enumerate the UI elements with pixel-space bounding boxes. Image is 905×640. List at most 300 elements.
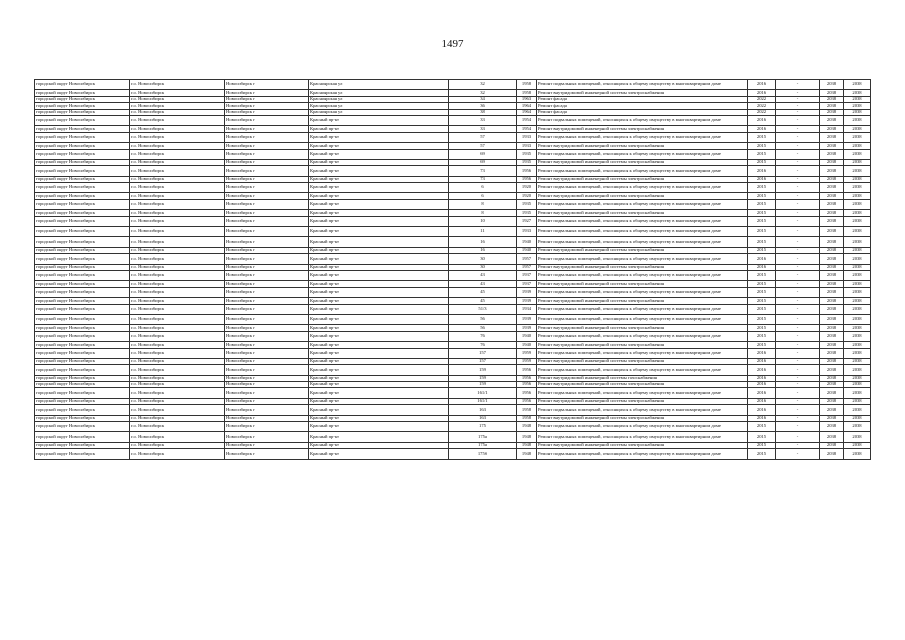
house-number-cell: 34 [449, 96, 517, 102]
dash-cell: - [776, 415, 820, 421]
house-number-cell: 32 [449, 80, 517, 90]
city-cell: Новосибирск г [225, 96, 309, 102]
work-type-cell: Ремонт подвальных помещений, относящихся к общему имуществу в многоквартирном доме [537, 199, 748, 209]
municipality-cell: г.о. Новосибирск [130, 264, 225, 270]
build-year-cell: 1948 [517, 442, 537, 448]
street-cell: Красный пр-кт [309, 388, 449, 398]
planned-year-cell: 2015 [748, 442, 776, 448]
end-year-2-cell: 2038 [844, 159, 871, 165]
build-year-cell: 1948 [517, 449, 537, 459]
end-year-2-cell: 2038 [844, 382, 871, 388]
dash-cell: - [776, 193, 820, 199]
build-year-cell: 1940 [517, 331, 537, 341]
okrug-cell: городской округ Новосибирск [35, 103, 130, 109]
planned-year-cell: 2022 [748, 109, 776, 115]
city-cell: Новосибирск г [225, 325, 309, 331]
okrug-cell: городской округ Новосибирск [35, 247, 130, 253]
city-cell: Новосибирск г [225, 398, 309, 404]
end-year-cell: 2038 [820, 176, 844, 182]
build-year-cell: 1948 [517, 422, 537, 432]
house-number-cell: 163 [449, 415, 517, 421]
okrug-cell: городской округ Новосибирск [35, 398, 130, 404]
okrug-cell: городской округ Новосибирск [35, 199, 130, 209]
end-year-cell: 2038 [820, 382, 844, 388]
work-type-cell: Ремонт фасада [537, 109, 748, 115]
planned-year-cell: 2016 [748, 176, 776, 182]
end-year-2-cell: 2038 [844, 415, 871, 421]
okrug-cell: городской округ Новосибирск [35, 132, 130, 142]
end-year-2-cell: 2038 [844, 115, 871, 125]
street-cell: Красный пр-кт [309, 126, 449, 132]
table-row [35, 254, 871, 264]
municipality-cell: г.о. Новосибирск [130, 304, 225, 314]
work-type-cell: Ремонт внутридомовой инженерной системы электроснабжения [537, 442, 748, 448]
end-year-cell: 2038 [820, 199, 844, 209]
end-year-cell: 2038 [820, 304, 844, 314]
dash-cell: - [776, 143, 820, 149]
street-cell: Красный пр-кт [309, 115, 449, 125]
end-year-2-cell: 2038 [844, 96, 871, 102]
end-year-2-cell: 2038 [844, 422, 871, 432]
street-cell: Красный пр-кт [309, 358, 449, 364]
planned-year-cell: 2015 [748, 237, 776, 247]
end-year-cell: 2038 [820, 449, 844, 459]
municipality-cell: г.о. Новосибирск [130, 432, 225, 442]
end-year-cell: 2038 [820, 227, 844, 237]
end-year-2-cell: 2038 [844, 103, 871, 109]
end-year-cell: 2038 [820, 331, 844, 341]
end-year-cell: 2038 [820, 342, 844, 348]
dash-cell: - [776, 405, 820, 415]
planned-year-cell: 2016 [748, 115, 776, 125]
okrug-cell: городской округ Новосибирск [35, 96, 130, 102]
work-type-cell: Ремонт внутридомовой инженерной системы электроснабжения [537, 159, 748, 165]
house-number-cell: 10 [449, 216, 517, 226]
okrug-cell: городской округ Новосибирск [35, 365, 130, 375]
dash-cell: - [776, 358, 820, 364]
dash-cell: - [776, 90, 820, 96]
end-year-cell: 2038 [820, 115, 844, 125]
end-year-cell: 2038 [820, 398, 844, 404]
planned-year-cell: 2015 [748, 193, 776, 199]
city-cell: Новосибирск г [225, 126, 309, 132]
dash-cell: - [776, 159, 820, 165]
municipality-cell: г.о. Новосибирск [130, 281, 225, 287]
build-year-cell: 1958 [517, 90, 537, 96]
dash-cell: - [776, 375, 820, 381]
work-type-cell: Ремонт подвальных помещений, относящихся к общему имуществу в многоквартирном доме [537, 227, 748, 237]
dash-cell: - [776, 109, 820, 115]
dash-cell: - [776, 281, 820, 287]
okrug-cell: городской округ Новосибирск [35, 442, 130, 448]
street-cell: Красный пр-кт [309, 247, 449, 253]
city-cell: Новосибирск г [225, 331, 309, 341]
okrug-cell: городской округ Новосибирск [35, 109, 130, 115]
municipality-cell: г.о. Новосибирск [130, 176, 225, 182]
planned-year-cell: 2016 [748, 254, 776, 264]
end-year-2-cell: 2038 [844, 126, 871, 132]
work-type-cell: Ремонт подвальных помещений, относящихся к общему имуществу в многоквартирном доме [537, 365, 748, 375]
municipality-cell: г.о. Новосибирск [130, 159, 225, 165]
house-number-cell: 159 [449, 375, 517, 381]
table-row [35, 314, 871, 324]
planned-year-cell: 2015 [748, 210, 776, 216]
city-cell: Новосибирск г [225, 270, 309, 280]
build-year-cell: 1956 [517, 176, 537, 182]
okrug-cell: городской округ Новосибирск [35, 159, 130, 165]
city-cell: Новосибирск г [225, 159, 309, 165]
planned-year-cell: 2016 [748, 375, 776, 381]
work-type-cell: Ремонт внутридомовой инженерной системы электроснабжения [537, 398, 748, 404]
house-number-cell: 6 [449, 193, 517, 199]
build-year-cell: 1959 [517, 348, 537, 358]
work-type-cell: Ремонт фасада [537, 103, 748, 109]
city-cell: Новосибирск г [225, 422, 309, 432]
end-year-cell: 2038 [820, 254, 844, 264]
okrug-cell: городской округ Новосибирск [35, 388, 130, 398]
house-number-cell: 6 [449, 183, 517, 193]
dash-cell: - [776, 298, 820, 304]
dash-cell: - [776, 449, 820, 459]
municipality-cell: г.о. Новосибирск [130, 442, 225, 448]
okrug-cell: городской округ Новосибирск [35, 298, 130, 304]
build-year-cell: 1954 [517, 126, 537, 132]
end-year-cell: 2038 [820, 298, 844, 304]
dash-cell: - [776, 115, 820, 125]
house-number-cell: 76 [449, 342, 517, 348]
municipality-cell: г.о. Новосибирск [130, 227, 225, 237]
planned-year-cell: 2016 [748, 415, 776, 421]
municipality-cell: г.о. Новосибирск [130, 143, 225, 149]
table-row [35, 80, 871, 90]
house-number-cell: 175б [449, 449, 517, 459]
end-year-cell: 2038 [820, 103, 844, 109]
end-year-2-cell: 2038 [844, 210, 871, 216]
city-cell: Новосибирск г [225, 298, 309, 304]
dash-cell: - [776, 183, 820, 193]
city-cell: Новосибирск г [225, 358, 309, 364]
municipality-cell: г.о. Новосибирск [130, 103, 225, 109]
municipality-cell: г.о. Новосибирск [130, 348, 225, 358]
dash-cell: - [776, 325, 820, 331]
okrug-cell: городской округ Новосибирск [35, 331, 130, 341]
municipality-cell: г.о. Новосибирск [130, 90, 225, 96]
city-cell: Новосибирск г [225, 80, 309, 90]
build-year-cell: 1934 [517, 304, 537, 314]
dash-cell: - [776, 126, 820, 132]
city-cell: Новосибирск г [225, 210, 309, 216]
street-cell: Красный пр-кт [309, 375, 449, 381]
build-year-cell: 1958 [517, 80, 537, 90]
table-row [35, 405, 871, 415]
end-year-cell: 2038 [820, 432, 844, 442]
end-year-cell: 2038 [820, 270, 844, 280]
table-row [35, 422, 871, 432]
end-year-cell: 2038 [820, 264, 844, 270]
end-year-2-cell: 2038 [844, 342, 871, 348]
municipality-cell: г.о. Новосибирск [130, 298, 225, 304]
table-row [35, 365, 871, 375]
end-year-cell: 2038 [820, 388, 844, 398]
end-year-cell: 2038 [820, 183, 844, 193]
build-year-cell: 1920 [517, 183, 537, 193]
house-number-cell: 57 [449, 143, 517, 149]
municipality-cell: г.о. Новосибирск [130, 247, 225, 253]
end-year-2-cell: 2038 [844, 388, 871, 398]
build-year-cell: 1956 [517, 398, 537, 404]
municipality-cell: г.о. Новосибирск [130, 314, 225, 324]
work-type-cell: Ремонт подвальных помещений, относящихся к общему имуществу в многоквартирном доме [537, 237, 748, 247]
dash-cell: - [776, 132, 820, 142]
build-year-cell: 1959 [517, 358, 537, 364]
build-year-cell: 1935 [517, 159, 537, 165]
build-year-cell: 1958 [517, 415, 537, 421]
planned-year-cell: 2016 [748, 365, 776, 375]
work-type-cell: Ремонт подвальных помещений, относящихся к общему имуществу в многоквартирном доме [537, 432, 748, 442]
dash-cell: - [776, 270, 820, 280]
municipality-cell: г.о. Новосибирск [130, 405, 225, 415]
okrug-cell: городской округ Новосибирск [35, 422, 130, 432]
dash-cell: - [776, 80, 820, 90]
house-number-cell: 161/1 [449, 398, 517, 404]
municipality-cell: г.о. Новосибирск [130, 183, 225, 193]
work-type-cell: Ремонт подвальных помещений, относящихся к общему имуществу в многоквартирном доме [537, 314, 748, 324]
city-cell: Новосибирск г [225, 166, 309, 176]
planned-year-cell: 2015 [748, 216, 776, 226]
end-year-2-cell: 2038 [844, 193, 871, 199]
house-number-cell: 38 [449, 109, 517, 115]
street-cell: Красный пр-кт [309, 199, 449, 209]
municipality-cell: г.о. Новосибирск [130, 237, 225, 247]
end-year-cell: 2038 [820, 358, 844, 364]
house-number-cell: 175а [449, 442, 517, 448]
build-year-cell: 1935 [517, 199, 537, 209]
end-year-2-cell: 2038 [844, 432, 871, 442]
table-row [35, 199, 871, 209]
city-cell: Новосибирск г [225, 115, 309, 125]
work-type-cell: Ремонт подвальных помещений, относящихся к общему имуществу в многоквартирном доме [537, 132, 748, 142]
dash-cell: - [776, 216, 820, 226]
planned-year-cell: 2016 [748, 388, 776, 398]
street-cell: Красный пр-кт [309, 325, 449, 331]
street-cell: Красный пр-кт [309, 442, 449, 448]
municipality-cell: г.о. Новосибирск [130, 132, 225, 142]
okrug-cell: городской округ Новосибирск [35, 281, 130, 287]
street-cell: Красный пр-кт [309, 298, 449, 304]
okrug-cell: городской округ Новосибирск [35, 325, 130, 331]
planned-year-cell: 2016 [748, 90, 776, 96]
municipality-cell: г.о. Новосибирск [130, 149, 225, 159]
municipality-cell: г.о. Новосибирск [130, 193, 225, 199]
city-cell: Новосибирск г [225, 375, 309, 381]
dash-cell: - [776, 442, 820, 448]
city-cell: Новосибирск г [225, 143, 309, 149]
work-type-cell: Ремонт внутридомовой инженерной системы электроснабжения [537, 143, 748, 149]
end-year-2-cell: 2038 [844, 132, 871, 142]
planned-year-cell: 2015 [748, 287, 776, 297]
city-cell: Новосибирск г [225, 449, 309, 459]
okrug-cell: городской округ Новосибирск [35, 375, 130, 381]
work-type-cell: Ремонт внутридомовой инженерной системы электроснабжения [537, 193, 748, 199]
planned-year-cell: 2015 [748, 132, 776, 142]
city-cell: Новосибирск г [225, 149, 309, 159]
work-type-cell: Ремонт внутридомовой инженерной системы электроснабжения [537, 281, 748, 287]
house-number-cell: 45 [449, 298, 517, 304]
municipality-cell: г.о. Новосибирск [130, 96, 225, 102]
work-type-cell: Ремонт подвальных помещений, относящихся к общему имуществу в многоквартирном доме [537, 388, 748, 398]
municipality-cell: г.о. Новосибирск [130, 287, 225, 297]
work-type-cell: Ремонт внутридомовой инженерной системы электроснабжения [537, 126, 748, 132]
build-year-cell: 1939 [517, 287, 537, 297]
city-cell: Новосибирск г [225, 405, 309, 415]
house-number-cell: 11 [449, 227, 517, 237]
city-cell: Новосибирск г [225, 415, 309, 421]
planned-year-cell: 2016 [748, 348, 776, 358]
end-year-cell: 2038 [820, 422, 844, 432]
street-cell: Красный пр-кт [309, 432, 449, 442]
dash-cell: - [776, 314, 820, 324]
okrug-cell: городской округ Новосибирск [35, 216, 130, 226]
work-type-cell: Ремонт внутридомовой инженерной системы электроснабжения [537, 358, 748, 364]
okrug-cell: городской округ Новосибирск [35, 126, 130, 132]
planned-year-cell: 2015 [748, 432, 776, 442]
table-row [35, 237, 871, 247]
municipality-cell: г.о. Новосибирск [130, 449, 225, 459]
table-row [35, 115, 871, 125]
planned-year-cell: 2022 [748, 96, 776, 102]
end-year-2-cell: 2038 [844, 80, 871, 90]
okrug-cell: городской округ Новосибирск [35, 314, 130, 324]
planned-year-cell: 2016 [748, 264, 776, 270]
end-year-cell: 2038 [820, 159, 844, 165]
okrug-cell: городской округ Новосибирск [35, 149, 130, 159]
municipality-cell: г.о. Новосибирск [130, 254, 225, 264]
house-number-cell: 175а [449, 432, 517, 442]
city-cell: Новосибирск г [225, 442, 309, 448]
street-cell: Красный пр-кт [309, 415, 449, 421]
municipality-cell: г.о. Новосибирск [130, 342, 225, 348]
end-year-cell: 2038 [820, 149, 844, 159]
table-row [35, 149, 871, 159]
city-cell: Новосибирск г [225, 365, 309, 375]
end-year-cell: 2038 [820, 96, 844, 102]
city-cell: Новосибирск г [225, 342, 309, 348]
municipality-cell: г.о. Новосибирск [130, 109, 225, 115]
work-type-cell: Ремонт подвальных помещений, относящихся к общему имуществу в многоквартирном доме [537, 449, 748, 459]
city-cell: Новосибирск г [225, 432, 309, 442]
end-year-2-cell: 2038 [844, 348, 871, 358]
end-year-cell: 2038 [820, 314, 844, 324]
dash-cell: - [776, 176, 820, 182]
street-cell: Красный пр-кт [309, 210, 449, 216]
city-cell: Новосибирск г [225, 227, 309, 237]
end-year-2-cell: 2038 [844, 216, 871, 226]
table-row [35, 166, 871, 176]
house-number-cell: 69 [449, 149, 517, 159]
street-cell: Красный пр-кт [309, 264, 449, 270]
street-cell: Красноярская ул [309, 96, 449, 102]
dash-cell: - [776, 365, 820, 375]
end-year-cell: 2038 [820, 166, 844, 176]
work-type-cell: Ремонт внутридомовой инженерной системы электроснабжения [537, 176, 748, 182]
table-row [35, 287, 871, 297]
municipality-cell: г.о. Новосибирск [130, 115, 225, 125]
house-number-cell: 159 [449, 382, 517, 388]
municipality-cell: г.о. Новосибирск [130, 382, 225, 388]
work-type-cell: Ремонт подвальных помещений, относящихся к общему имуществу в многоквартирном доме [537, 80, 748, 90]
house-number-cell: 43 [449, 270, 517, 280]
okrug-cell: городской округ Новосибирск [35, 432, 130, 442]
municipality-cell: г.о. Новосибирск [130, 80, 225, 90]
planned-year-cell: 2016 [748, 80, 776, 90]
dash-cell: - [776, 199, 820, 209]
planned-year-cell: 2016 [748, 358, 776, 364]
build-year-cell: 1956 [517, 166, 537, 176]
work-type-cell: Ремонт внутридомовой инженерной системы электроснабжения [537, 325, 748, 331]
street-cell: Красный пр-кт [309, 281, 449, 287]
dash-cell: - [776, 210, 820, 216]
street-cell: Красноярская ул [309, 109, 449, 115]
house-number-cell: 175 [449, 422, 517, 432]
planned-year-cell: 2015 [748, 325, 776, 331]
dash-cell: - [776, 166, 820, 176]
end-year-2-cell: 2038 [844, 358, 871, 364]
planned-year-cell: 2015 [748, 298, 776, 304]
house-number-cell: 57 [449, 132, 517, 142]
planned-year-cell: 2016 [748, 398, 776, 404]
street-cell: Красный пр-кт [309, 304, 449, 314]
dash-cell: - [776, 103, 820, 109]
house-number-cell: 45 [449, 287, 517, 297]
okrug-cell: городской округ Новосибирск [35, 176, 130, 182]
work-type-cell: Ремонт внутридомовой инженерной системы электроснабжения [537, 247, 748, 253]
end-year-2-cell: 2038 [844, 90, 871, 96]
work-type-cell: Ремонт подвальных помещений, относящихся к общему имуществу в многоквартирном доме [537, 166, 748, 176]
end-year-2-cell: 2038 [844, 405, 871, 415]
planned-year-cell: 2015 [748, 281, 776, 287]
municipality-cell: г.о. Новосибирск [130, 126, 225, 132]
dash-cell: - [776, 264, 820, 270]
work-type-cell: Ремонт внутридомовой инженерной системы электроснабжения [537, 415, 748, 421]
end-year-2-cell: 2038 [844, 314, 871, 324]
build-year-cell: 1927 [517, 216, 537, 226]
okrug-cell: городской округ Новосибирск [35, 237, 130, 247]
house-number-cell: 36 [449, 103, 517, 109]
end-year-2-cell: 2038 [844, 365, 871, 375]
municipality-cell: г.о. Новосибирск [130, 331, 225, 341]
street-cell: Красный пр-кт [309, 216, 449, 226]
street-cell: Красный пр-кт [309, 270, 449, 280]
build-year-cell: 1939 [517, 314, 537, 324]
street-cell: Красноярская ул [309, 80, 449, 90]
house-number-cell: 30 [449, 264, 517, 270]
build-year-cell: 1954 [517, 115, 537, 125]
end-year-2-cell: 2038 [844, 109, 871, 115]
house-number-cell: 157 [449, 348, 517, 358]
municipality-cell: г.о. Новосибирск [130, 270, 225, 280]
end-year-2-cell: 2038 [844, 199, 871, 209]
street-cell: Красный пр-кт [309, 405, 449, 415]
house-number-cell: 159 [449, 365, 517, 375]
okrug-cell: городской округ Новосибирск [35, 210, 130, 216]
build-year-cell: 1948 [517, 432, 537, 442]
okrug-cell: городской округ Новосибирск [35, 254, 130, 264]
end-year-2-cell: 2038 [844, 304, 871, 314]
planned-year-cell: 2015 [748, 183, 776, 193]
street-cell: Красный пр-кт [309, 422, 449, 432]
build-year-cell: 1957 [517, 254, 537, 264]
planned-year-cell: 2015 [748, 227, 776, 237]
